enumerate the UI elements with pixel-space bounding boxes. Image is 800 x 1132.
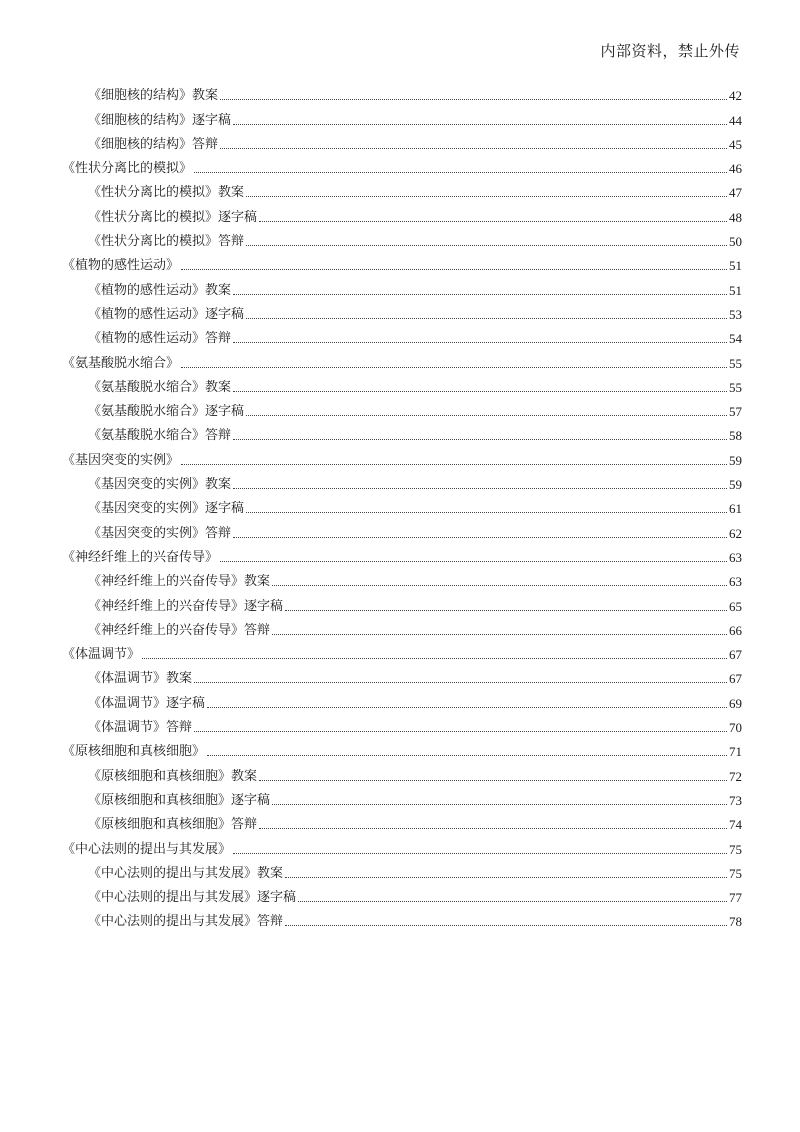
toc-entry[interactable]	[62, 469, 742, 493]
toc-entry-page-number: 62	[729, 525, 742, 541]
toc-entry-title: 《基因突变的实例》答辩	[88, 525, 232, 541]
toc-dot-leader	[259, 220, 727, 222]
toc-dot-leader	[181, 268, 727, 270]
toc-entry[interactable]	[62, 736, 742, 760]
toc-dot-leader	[220, 98, 727, 100]
toc-dot-leader	[233, 487, 727, 489]
toc-entry[interactable]	[62, 104, 742, 128]
toc-dot-leader	[142, 657, 727, 659]
toc-dot-leader	[181, 366, 727, 368]
toc-dot-leader	[246, 195, 727, 197]
toc-entry-page-number: 57	[729, 404, 742, 420]
toc-entry-page-number: 78	[729, 914, 742, 930]
toc-entry[interactable]	[62, 420, 742, 444]
toc-entry-title: 《植物的感性运动》教案	[88, 282, 232, 298]
toc-entry[interactable]	[62, 833, 742, 857]
toc-entry-page-number: 51	[729, 282, 742, 298]
toc-entry-page-number: 66	[729, 622, 742, 638]
toc-dot-leader	[207, 706, 727, 708]
toc-entry[interactable]	[62, 250, 742, 274]
toc-entry-title: 《原核细胞和真核细胞》教案	[88, 768, 258, 784]
toc-entry-title: 《神经纤维上的兴奋传导》逐字稿	[88, 598, 284, 614]
toc-entry[interactable]	[62, 566, 742, 590]
toc-entry[interactable]	[62, 226, 742, 250]
toc-dot-leader	[233, 293, 727, 295]
toc-entry-page-number: 70	[729, 720, 742, 736]
toc-dot-leader	[285, 609, 727, 611]
toc-dot-leader	[220, 147, 727, 149]
toc-entry-page-number: 67	[729, 671, 742, 687]
toc-entry[interactable]	[62, 712, 742, 736]
toc-entry-title: 《原核细胞和真核细胞》	[62, 744, 206, 760]
toc-dot-leader	[233, 852, 727, 854]
toc-entry-title: 《体温调节》	[62, 647, 141, 663]
toc-entry[interactable]	[62, 663, 742, 687]
toc-entry[interactable]	[62, 517, 742, 541]
toc-entry-title: 《细胞核的结构》答辩	[88, 136, 219, 152]
toc-dot-leader	[233, 536, 727, 538]
toc-entry-page-number: 42	[729, 88, 742, 104]
toc-entry-title: 《植物的感性运动》	[62, 258, 180, 274]
toc-entry[interactable]	[62, 396, 742, 420]
toc-entry-page-number: 44	[729, 112, 742, 128]
toc-entry[interactable]	[62, 372, 742, 396]
toc-entry[interactable]	[62, 590, 742, 614]
toc-entry-page-number: 51	[729, 258, 742, 274]
toc-dot-leader	[259, 779, 727, 781]
toc-entry-title: 《植物的感性运动》答辩	[88, 331, 232, 347]
toc-entry-title: 《氨基酸脱水缩合》	[62, 355, 180, 371]
toc-entry-page-number: 55	[729, 355, 742, 371]
toc-entry[interactable]	[62, 760, 742, 784]
toc-dot-leader	[194, 681, 727, 683]
toc-entry[interactable]	[62, 785, 742, 809]
toc-entry[interactable]	[62, 858, 742, 882]
toc-entry-title: 《中心法则的提出与其发展》答辩	[88, 914, 284, 930]
toc-entry-title: 《体温调节》答辩	[88, 720, 193, 736]
toc-dot-leader	[207, 754, 727, 756]
toc-dot-leader	[246, 414, 727, 416]
toc-entry-title: 《神经纤维上的兴奋传导》答辩	[88, 622, 271, 638]
toc-entry[interactable]	[62, 274, 742, 298]
toc-entry-title: 《中心法则的提出与其发展》教案	[88, 865, 284, 881]
toc-entry-title: 《细胞核的结构》教案	[88, 88, 219, 104]
toc-entry-title: 《神经纤维上的兴奋传导》	[62, 549, 219, 565]
toc-entry-page-number: 46	[729, 161, 742, 177]
toc-dot-leader	[285, 924, 727, 926]
toc-dot-leader	[194, 730, 727, 732]
toc-dot-leader	[233, 123, 727, 125]
toc-entry-page-number: 48	[729, 209, 742, 225]
toc-entry-title: 《细胞核的结构》逐字稿	[88, 112, 232, 128]
toc-entry-title: 《性状分离比的模拟》逐字稿	[88, 209, 258, 225]
toc-dot-leader	[233, 438, 727, 440]
toc-entry[interactable]	[62, 542, 742, 566]
toc-entry[interactable]	[62, 201, 742, 225]
toc-dot-leader	[285, 876, 727, 878]
toc-entry-title: 《体温调节》教案	[88, 671, 193, 687]
toc-entry[interactable]	[62, 153, 742, 177]
toc-entry[interactable]	[62, 80, 742, 104]
toc-entry-page-number: 67	[729, 647, 742, 663]
toc-dot-leader	[181, 463, 727, 465]
toc-entry[interactable]	[62, 129, 742, 153]
toc-entry-page-number: 45	[729, 136, 742, 152]
toc-entry-page-number: 59	[729, 477, 742, 493]
toc-dot-leader	[246, 244, 727, 246]
toc-entry-page-number: 59	[729, 452, 742, 468]
toc-entry-page-number: 47	[729, 185, 742, 201]
toc-entry-title: 《氨基酸脱水缩合》逐字稿	[88, 404, 245, 420]
toc-entry-title: 《体温调节》逐字稿	[88, 695, 206, 711]
toc-dot-leader	[246, 511, 727, 513]
toc-entry-page-number: 55	[729, 379, 742, 395]
toc-entry-page-number: 61	[729, 501, 742, 517]
toc-entry-page-number: 73	[729, 792, 742, 808]
toc-dot-leader	[272, 803, 727, 805]
toc-entry-title: 《基因突变的实例》教案	[88, 477, 232, 493]
toc-entry-page-number: 77	[729, 890, 742, 906]
toc-entry[interactable]	[62, 323, 742, 347]
toc-entry[interactable]	[62, 177, 742, 201]
toc-entry-title: 《中心法则的提出与其发展》	[62, 841, 232, 857]
toc-entry[interactable]	[62, 299, 742, 323]
toc-entry-page-number: 75	[729, 865, 742, 881]
toc-entry-title: 《原核细胞和真核细胞》逐字稿	[88, 792, 271, 808]
toc-dot-leader	[298, 900, 727, 902]
toc-entry-title: 《性状分离比的模拟》教案	[88, 185, 245, 201]
toc-dot-leader	[233, 341, 727, 343]
toc-entry-title: 《氨基酸脱水缩合》答辩	[88, 428, 232, 444]
toc-entry-page-number: 54	[729, 331, 742, 347]
toc-entry-page-number: 71	[729, 744, 742, 760]
toc-entry[interactable]	[62, 493, 742, 517]
toc-entry-page-number: 65	[729, 598, 742, 614]
toc-dot-leader	[272, 584, 727, 586]
toc-entry-page-number: 75	[729, 841, 742, 857]
toc-entry-page-number: 63	[729, 574, 742, 590]
toc-entry-title: 《神经纤维上的兴奋传导》教案	[88, 574, 271, 590]
toc-entry-title: 《氨基酸脱水缩合》教案	[88, 379, 232, 395]
toc-entry-title: 《性状分离比的模拟》	[62, 161, 193, 177]
toc-entry-page-number: 50	[729, 234, 742, 250]
toc-entry[interactable]	[62, 882, 742, 906]
toc-dot-leader	[259, 827, 727, 829]
toc-entry-title: 《原核细胞和真核细胞》答辩	[88, 817, 258, 833]
toc-entry-page-number: 53	[729, 306, 742, 322]
toc-entry[interactable]	[62, 347, 742, 371]
toc-dot-leader	[194, 171, 727, 173]
toc-dot-leader	[246, 317, 727, 319]
toc-entry-title: 《性状分离比的模拟》答辩	[88, 234, 245, 250]
toc-entry[interactable]	[62, 444, 742, 468]
toc-entry-page-number: 58	[729, 428, 742, 444]
toc-entry-title: 《中心法则的提出与其发展》逐字稿	[88, 890, 297, 906]
header-note: 内部资料，禁止外传	[600, 42, 740, 60]
toc-entry-page-number: 72	[729, 768, 742, 784]
toc-entry-title: 《植物的感性运动》逐字稿	[88, 306, 245, 322]
toc-entry-page-number: 63	[729, 549, 742, 565]
toc-entry[interactable]	[62, 687, 742, 711]
table-of-contents	[62, 80, 742, 930]
toc-entry-title: 《基因突变的实例》	[62, 452, 180, 468]
toc-entry-page-number: 74	[729, 817, 742, 833]
toc-entry[interactable]	[62, 615, 742, 639]
toc-entry[interactable]	[62, 809, 742, 833]
toc-dot-leader	[272, 633, 727, 635]
toc-entry[interactable]	[62, 639, 742, 663]
toc-dot-leader	[220, 560, 727, 562]
toc-entry-page-number: 69	[729, 695, 742, 711]
toc-entry-title: 《基因突变的实例》逐字稿	[88, 501, 245, 517]
toc-dot-leader	[233, 390, 727, 392]
toc-entry[interactable]	[62, 906, 742, 930]
